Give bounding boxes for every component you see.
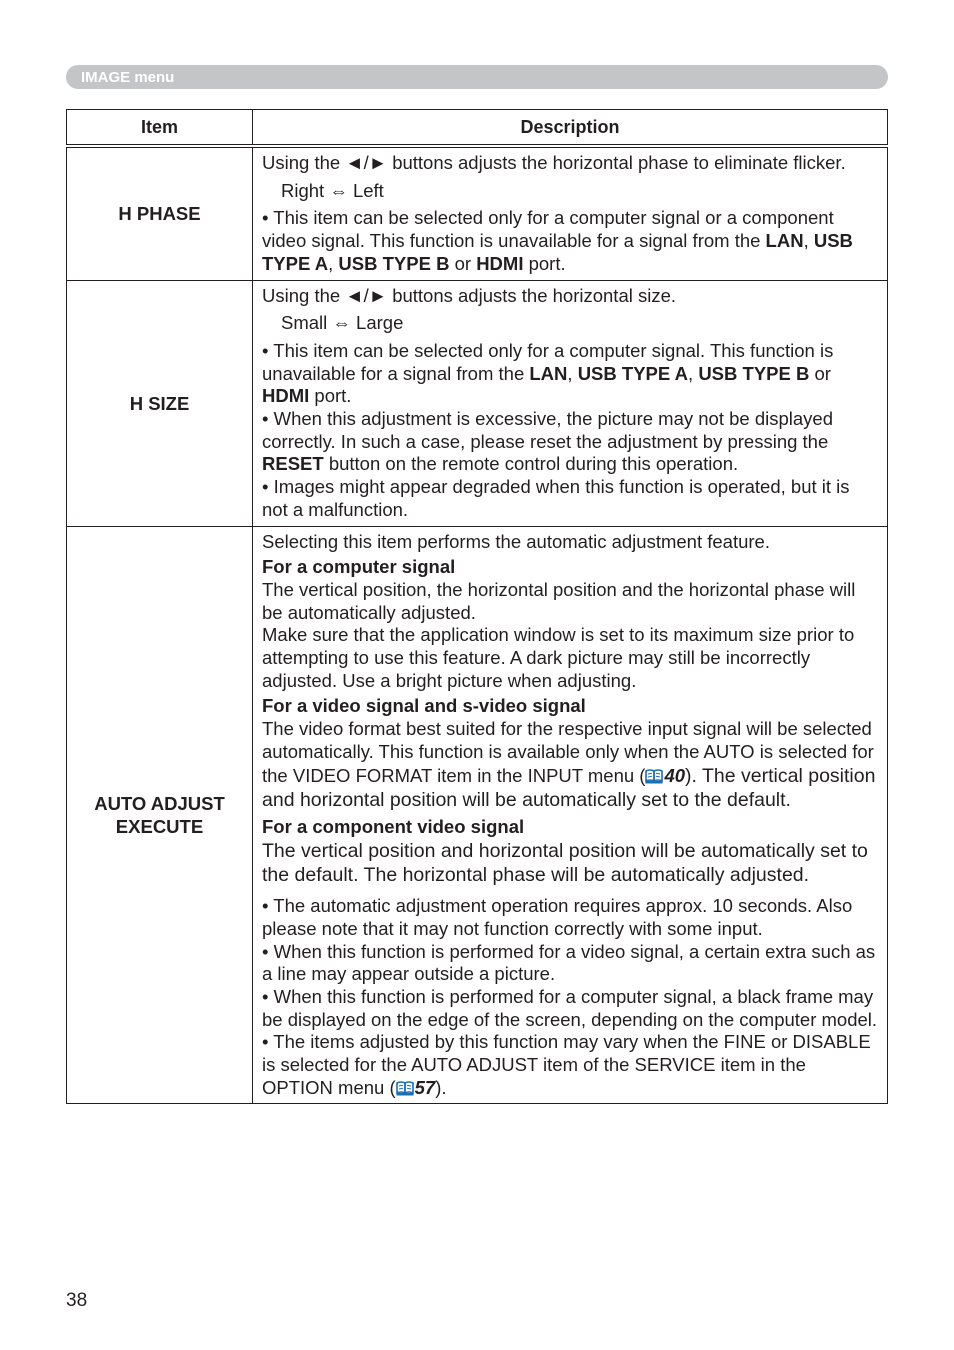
column-header-description: Description [253,110,888,145]
column-header-item: Item [67,110,253,145]
table-header-row [67,110,888,145]
h-size-note-3: • Images might appear degraded when this function is operated, but it is not a malfunction. [262,476,850,520]
item-h-phase: H PHASE [67,148,253,281]
computer-signal-text-2: Make sure that the application window is set to its maximum size prior to attempting to use this feature. A dark picture may still be incorrectly adjusted. Use a bright picture when adjusting. [262,624,855,691]
h-size-note-1: • This item can be selected only for a computer signal. This function is unavailable for a signal from the LAN, USB TYPE A, USB TYPE B or HDMI port. [262,339,834,407]
heading-video-signal: For a video signal and s-video signal [262,695,586,717]
image-menu-table [66,109,888,1104]
page-number: 38 [66,1290,88,1311]
auto-adjust-note-4: • The items adjusted by this function may vary when the FINE or DISABLE is selected for the AUTO ADJUST item of the SERVICE item in the OPTION menu ( 57). [262,1031,871,1098]
book-reference-icon [645,767,663,782]
heading-computer-signal: For a computer signal [262,556,456,578]
table-row-h-phase [67,148,888,281]
h-size-note-2: • When this adjustment is excessive, the picture may not be displayed correctly. In such a case, please reset the adjustment by pressing the RESET button on the remote control during this operation. [262,408,834,475]
book-reference-icon [396,1079,414,1094]
auto-adjust-note-2: • When this function is performed for a video signal, a certain extra such as a line may appear outside a picture. [262,940,876,985]
table-row-h-size [67,280,888,526]
section-title: IMAGE menu [81,69,175,86]
item-h-size: H SIZE [67,280,253,526]
computer-signal-text-1: The vertical position, the horizontal position and the horizontal phase will be automatically adjusted. [262,578,856,623]
auto-adjust-note-1: • The automatic adjustment operation requires approx. 10 seconds. Also please note that it may not function correctly with some input. [262,895,853,939]
page-reference-57[interactable]: 57 [414,1076,436,1098]
heading-component-video: For a component video signal [262,815,525,837]
component-video-text: The vertical position and horizontal position will be automatically set to the default. The horizontal phase will be automatically adjusted. [262,839,868,887]
page-reference-40[interactable]: 40 [664,764,686,786]
h-size-range: Small ⇔ Large [281,312,404,334]
h-phase-range: Right ⇔ Left [281,179,384,201]
description-h-phase [253,148,888,281]
item-auto-adjust-execute: AUTO ADJUST EXECUTE [67,526,253,1104]
description-auto-adjust [253,526,888,1104]
h-phase-intro: Using the ◄/► buttons adjusts the horizontal phase to eliminate flicker. [262,152,846,173]
description-h-size [253,280,888,526]
h-size-intro: Using the ◄/► buttons adjusts the horizontal size. [262,284,677,306]
h-phase-note: • This item can be selected only for a computer signal or a component video signal. This function is unavailable for a signal from the LAN, USB TYPE A, USB TYPE B or HDMI port. [262,207,853,274]
auto-adjust-note-3: • When this function is performed for a computer signal, a black frame may be displayed on the edge of the screen, depending on the computer model. [262,985,878,1030]
section-banner [66,65,888,89]
auto-adjust-intro: Selecting this item performs the automatic adjustment feature. [262,530,770,552]
video-signal-text: The video format best suited for the respective input signal will be selected automatically. This function is available only when the AUTO is selected for the VIDEO FORMAT item in the INPUT menu ( 40). The vertical position and horizontal position will be automatically set to the default. [262,718,876,812]
table-row-auto-adjust [67,526,888,1104]
